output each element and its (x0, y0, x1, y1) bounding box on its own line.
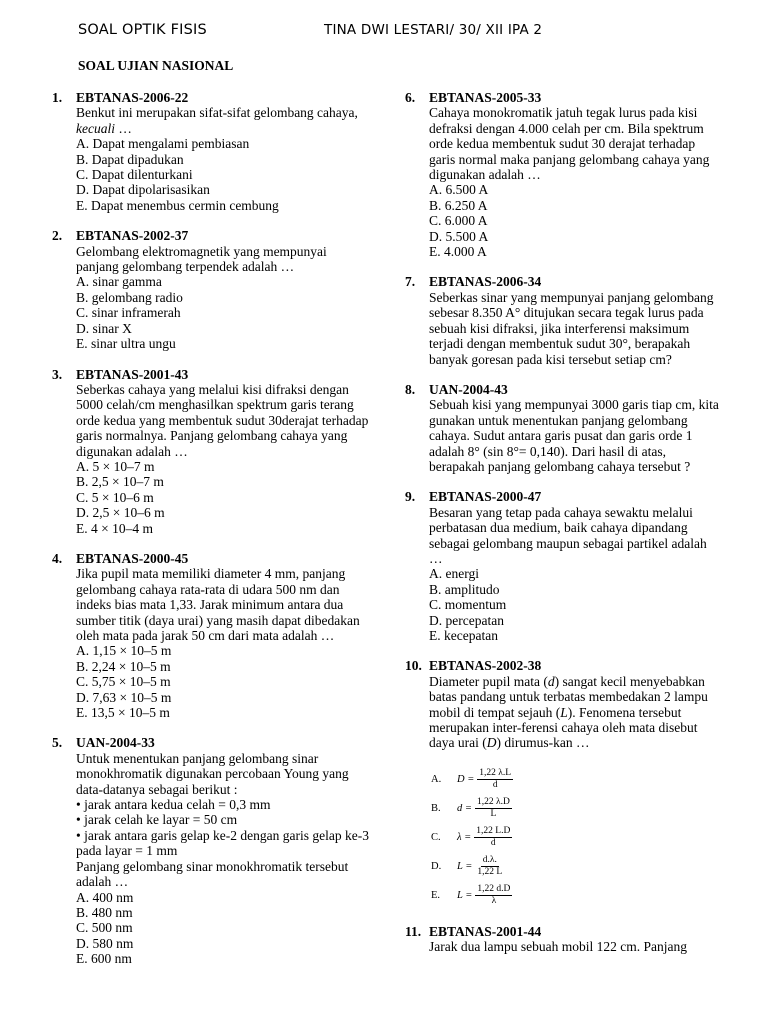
option: D. Dapat dipolarisasikan (76, 182, 210, 198)
option: D. percepatan (429, 612, 504, 628)
option: A. 1,15 × 10–5 m (76, 643, 172, 659)
option: E. 13,5 × 10–5 m (76, 705, 170, 721)
question-code: EBTANAS-2005-33 (429, 90, 542, 105)
question-5 (52, 735, 370, 966)
option: E. 4.000 A (429, 244, 487, 260)
option: A. sinar gamma (76, 274, 162, 290)
question-stem: Besaran yang tetap pada cahaya sewaktu melalui perbatasan dua medium, baik cahaya dipandang sebagai gelombang maupun sebagai partikel adalah … (429, 504, 707, 566)
question-2 (52, 228, 370, 351)
option: D. 2,5 × 10–6 m (76, 505, 165, 521)
fraction: $\frac{d.\lambda.}{1,22 L}$ (477, 854, 503, 877)
question-8 (405, 382, 723, 474)
option: B. 2,5 × 10–7 m (76, 474, 164, 490)
question-stem: Benkut ini merupakan sifat-sifat gelombang cahaya, kecuali … (76, 105, 358, 136)
question-stem-continued: Panjang gelombang sinar monokhromatik tersebut adalah … (76, 858, 349, 890)
option: A. 6.500 A (429, 182, 489, 198)
option: E. sinar ultra ungu (76, 336, 176, 352)
option: C. sinar inframerah (76, 305, 181, 321)
fraction: $\frac{1,22 \lambda.L}{d}$ (479, 767, 512, 790)
question-code: EBTANAS-2000-45 (76, 550, 189, 566)
fraction: $\frac{1,22 L.D}{d}$ (476, 825, 511, 848)
option: E. kecepatan (429, 628, 498, 643)
header-title: SOAL OPTIK FISIS (78, 22, 207, 38)
question-stem: Sebuah kisi yang mempunyai 3000 garis tiap cm, kita gunakan untuk menentukan panjang gelombang cahaya. Sudut antara garis pusat dan garis orde 1 adalah 8° (sin 8°= 0,140). Dari hasil di atas, berapakah panjang gelombang cahaya tersebut ? (429, 397, 719, 474)
question-stem: Jika pupil mata memiliki diameter 4 mm, panjang gelombang cahaya rata-rata di udara 500 nm dan indeks bias mata 1,33. Jarak minimum antara dua sumber titik (daya urai) yang masih dapat dibedakan oleh mata pada jarak 50 cm dari mata adalah … (76, 566, 360, 643)
option: B. gelombang radio (76, 289, 183, 305)
formula-option-b: B. d = $\frac{1,22 \lambda.D}{L}$ (431, 796, 510, 819)
left-column (52, 90, 370, 967)
question-code: EBTANAS-2000-47 (429, 489, 542, 505)
question-6 (405, 90, 723, 259)
question-number: 8. (405, 381, 416, 397)
question-9 (405, 489, 723, 643)
question-number: 6. (405, 90, 416, 105)
question-code: UAN-2004-43 (429, 381, 508, 397)
question-code: UAN-2004-33 (76, 735, 155, 751)
bullet-item: • jarak antara kedua celah = 0,3 mm (76, 797, 271, 813)
option: A. Dapat mengalami pembiasan (76, 136, 250, 152)
option: C. Dapat dilenturkani (76, 167, 193, 183)
option: C. 5 × 10–6 m (76, 489, 154, 505)
question-number: 5. (52, 735, 63, 751)
question-code: EBTANAS-2001-44 (429, 923, 542, 939)
question-stem: Jarak dua lampu sebuah mobil 122 cm. Panjang (429, 939, 687, 955)
question-1 (52, 90, 370, 213)
fraction: $\frac{1,22 \lambda.D}{L}$ (476, 796, 510, 819)
question-stem: Cahaya monokromatik jatuh tegak lurus pada kisi defraksi dengan 4.000 celah per cm. Bila spektrum orde kedua membentuk sudut 30 derajat terhadap garis normal maka panjang gelombang cahaya yang digunakan adalah … (429, 105, 710, 183)
question-number: 1. (52, 90, 63, 105)
right-column (405, 90, 723, 955)
question-code: EBTANAS-2001-43 (76, 366, 189, 382)
option: C. 5,75 × 10–5 m (76, 674, 171, 690)
question-number: 2. (52, 228, 63, 244)
option: E. Dapat menembus cermin cembung (76, 197, 279, 213)
option: B. Dapat dipadukan (76, 151, 184, 167)
bullet-item: • jarak antara garis gelap ke-2 dengan garis gelap ke-3 pada layar = 1 mm (76, 827, 369, 859)
option: D. 5.500 A (429, 228, 489, 244)
option: A. energi (429, 566, 479, 582)
bullet-item: • jarak celah ke layar = 50 cm (76, 812, 238, 828)
fraction: $\frac{1,22 d.D}{\lambda}$ (477, 883, 511, 906)
option: C. momentum (429, 597, 507, 613)
question-10 (405, 658, 723, 909)
option: A. 5 × 10–7 m (76, 458, 155, 474)
question-number: 7. (405, 274, 416, 290)
question-number: 10. (405, 658, 422, 674)
question-4 (52, 551, 370, 720)
header-author: TINA DWI LESTARI/ 30/ XII IPA 2 (324, 22, 543, 38)
question-number: 11. (405, 923, 422, 939)
question-number: 3. (52, 366, 63, 382)
formula-options (429, 765, 723, 910)
option: B. 480 nm (76, 904, 133, 920)
question-stem: Untuk menentukan panjang gelombang sinar monokhromatik digunakan percobaan Young yang data-datanya sebagai berikut : (76, 750, 349, 797)
option: C. 6.000 A (429, 213, 488, 229)
option: A. 400 nm (76, 889, 134, 905)
question-code: EBTANAS-2006-22 (76, 90, 189, 105)
question-3 (52, 367, 370, 536)
option: B. amplitudo (429, 581, 500, 597)
option: D. sinar X (76, 320, 132, 336)
question-11 (405, 924, 723, 955)
question-stem: Seberkas sinar yang mempunyai panjang gelombang sebesar 8.350 A° ditujukan secara tegak lurus pada sebuah kisi difraksi, jika interferensi maksimum terjadi dengan membentuk sudut 30°, berapakah banyak goresan pada kisi tersebut setiap cm? (429, 289, 714, 367)
option: D. 580 nm (76, 935, 134, 951)
option: E. 600 nm (76, 951, 132, 967)
question-code: EBTANAS-2002-37 (76, 228, 189, 244)
option: E. 4 × 10–4 m (76, 520, 153, 536)
question-number: 9. (405, 489, 416, 505)
formula-option-e: E. L = $\frac{1,22 d.D}{\lambda}$ (431, 883, 511, 906)
formula-option-a: A. D = $\frac{1,22 \lambda.L}{d}$ (431, 767, 512, 790)
option: C. 500 nm (76, 920, 133, 936)
question-7 (405, 274, 723, 366)
question-code: EBTANAS-2006-34 (429, 274, 542, 290)
question-stem: Seberkas cahaya yang melalui kisi difraksi dengan 5000 celah/cm menghasilkan spektrum garis terang orde kedua yang membentuk sudut 30derajat terhadap garis normalnya. Panjang gelombang cahaya yang digunakan adalah … (76, 381, 369, 459)
option: B. 2,24 × 10–5 m (76, 658, 171, 674)
formula-option-d: D. L = $\frac{d.\lambda.}{1,22 L}$ (431, 854, 503, 877)
question-code: EBTANAS-2002-38 (429, 658, 542, 674)
question-number: 4. (52, 550, 63, 566)
formula-option-c: C. λ = $\frac{1,22 L.D}{d}$ (431, 825, 511, 848)
question-stem: Diameter pupil mata (d) sangat kecil menyebabkan batas pandang untuk terbatas membedakan 2 lampu mobil di tempat sejauh (L). Fenomena tersebut merupakan inter-ferensi cahaya oleh mata disebut daya urai (D) dirumus-kan … (429, 673, 708, 751)
section-title: SOAL UJIAN NASIONAL (78, 58, 234, 73)
option: B. 6.250 A (429, 197, 488, 213)
option: D. 7,63 × 10–5 m (76, 689, 172, 705)
question-stem: Gelombang elektromagnetik yang mempunyai panjang gelombang terpendek adalah … (76, 243, 327, 275)
